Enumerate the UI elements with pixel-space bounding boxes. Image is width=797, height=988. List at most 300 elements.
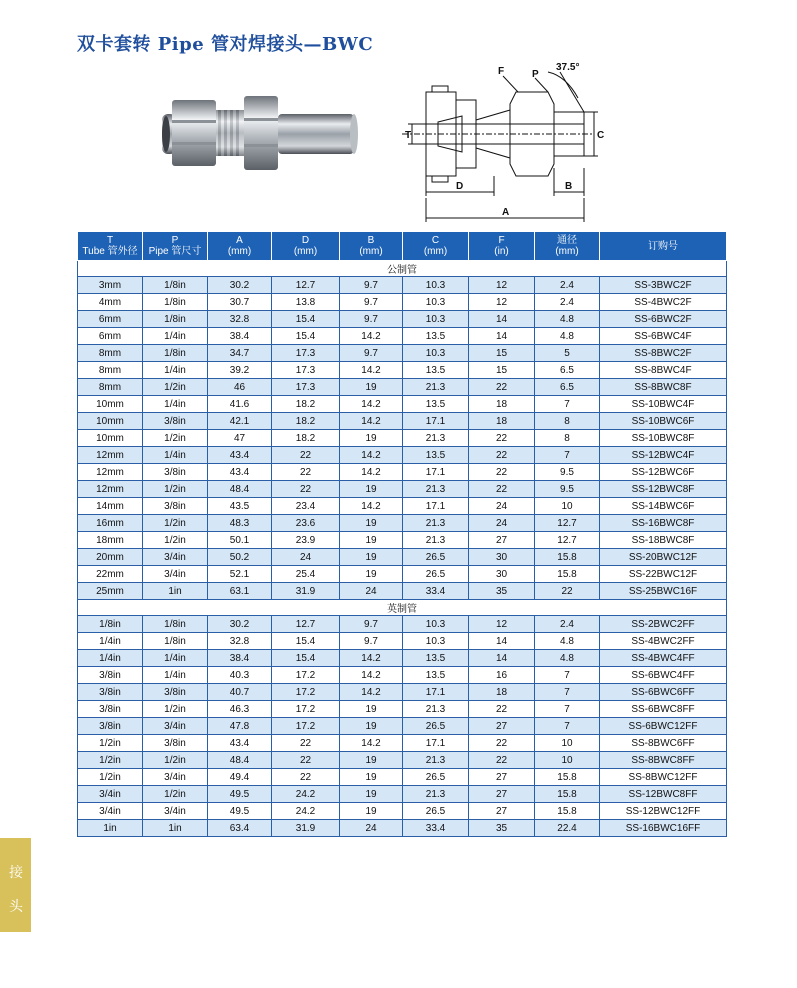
table-cell: SS-4BWC2F <box>600 294 727 311</box>
table-cell: SS-8BWC12FF <box>600 769 727 786</box>
table-cell: 49.4 <box>208 769 272 786</box>
table-cell: 43.4 <box>208 447 272 464</box>
table-cell: 63.4 <box>208 820 272 837</box>
table-row <box>78 396 727 413</box>
table-row <box>78 549 727 566</box>
table-cell: 19 <box>340 803 403 820</box>
table-cell: 1/8in <box>143 277 208 294</box>
table-cell: 22 <box>272 464 340 481</box>
table-cell: 27 <box>469 532 535 549</box>
table-cell: 24 <box>469 498 535 515</box>
table-cell: 19 <box>340 379 403 396</box>
table-cell: 17.3 <box>272 379 340 396</box>
table-cell: 46 <box>208 379 272 396</box>
table-cell: 22mm <box>78 566 143 583</box>
table-row <box>78 277 727 294</box>
table-cell: 12.7 <box>535 515 600 532</box>
table-cell: 3/8in <box>143 413 208 430</box>
table-cell: 15.4 <box>272 328 340 345</box>
table-cell: 9.5 <box>535 464 600 481</box>
table-cell: 19 <box>340 430 403 447</box>
table-cell: 13.5 <box>403 447 469 464</box>
table-cell: 43.4 <box>208 464 272 481</box>
table-cell: 1/4in <box>143 396 208 413</box>
table-cell: 14.2 <box>340 735 403 752</box>
table-cell: 24.2 <box>272 786 340 803</box>
table-row <box>78 769 727 786</box>
table-cell: 22 <box>272 752 340 769</box>
table-cell: 17.2 <box>272 718 340 735</box>
table-cell: 1/8in <box>143 616 208 633</box>
table-cell: 50.2 <box>208 549 272 566</box>
page-title: 双卡套转 Pipe 管对焊接头—BWC <box>77 34 374 55</box>
table-cell: 22 <box>469 430 535 447</box>
column-header: 通径 (mm) <box>535 232 600 261</box>
table-cell: SS-25BWC16F <box>600 583 727 600</box>
table-cell: 14.2 <box>340 498 403 515</box>
table-cell: 5 <box>535 345 600 362</box>
table-cell: 15.4 <box>272 311 340 328</box>
table-row <box>78 820 727 837</box>
table-cell: 26.5 <box>403 718 469 735</box>
table-cell: 19 <box>340 786 403 803</box>
table-cell: 4.8 <box>535 650 600 667</box>
table-cell: 18mm <box>78 532 143 549</box>
table-cell: 17.2 <box>272 684 340 701</box>
table-cell: 22 <box>272 447 340 464</box>
table-cell: 3/4in <box>78 786 143 803</box>
table-cell: 22 <box>469 379 535 396</box>
table-cell: 1/2in <box>143 786 208 803</box>
table-cell: 1/4in <box>78 633 143 650</box>
table-cell: 13.5 <box>403 667 469 684</box>
table-row <box>78 684 727 701</box>
table-cell: 2.4 <box>535 294 600 311</box>
label-T: T <box>405 130 412 141</box>
section-row-metric <box>78 261 727 277</box>
table-cell: 1in <box>78 820 143 837</box>
table-cell: 2.4 <box>535 616 600 633</box>
table-cell: 25mm <box>78 583 143 600</box>
table-cell: 22 <box>469 752 535 769</box>
table-cell: 1/8in <box>143 294 208 311</box>
table-cell: 30.2 <box>208 616 272 633</box>
table-cell: 9.7 <box>340 345 403 362</box>
spec-table <box>77 231 727 837</box>
table-cell: 21.3 <box>403 752 469 769</box>
table-cell: 24.2 <box>272 803 340 820</box>
table-cell: 14 <box>469 328 535 345</box>
table-row <box>78 616 727 633</box>
table-cell: 9.7 <box>340 311 403 328</box>
table-cell: 43.5 <box>208 498 272 515</box>
table-cell: SS-22BWC12F <box>600 566 727 583</box>
table-row <box>78 803 727 820</box>
table-cell: 1/2in <box>143 430 208 447</box>
table-cell: 17.2 <box>272 701 340 718</box>
table-cell: 8 <box>535 413 600 430</box>
table-cell: 18.2 <box>272 413 340 430</box>
table-cell: 4.8 <box>535 633 600 650</box>
table-cell: SS-16BWC16FF <box>600 820 727 837</box>
table-cell: 14 <box>469 633 535 650</box>
table-cell: 20mm <box>78 549 143 566</box>
table-cell: 3/8in <box>78 667 143 684</box>
table-cell: 22 <box>272 735 340 752</box>
table-cell: 18 <box>469 413 535 430</box>
column-header: F (in) <box>469 232 535 261</box>
table-header-row <box>78 232 727 261</box>
side-tab-char-1: 接 <box>9 865 23 881</box>
table-cell: 14.2 <box>340 464 403 481</box>
table-cell: 7 <box>535 684 600 701</box>
table-cell: 6mm <box>78 311 143 328</box>
table-row <box>78 481 727 498</box>
table-cell: SS-12BWC8F <box>600 481 727 498</box>
table-cell: 4.8 <box>535 311 600 328</box>
table-cell: 38.4 <box>208 328 272 345</box>
table-cell: 10mm <box>78 396 143 413</box>
column-header: T Tube 管外径 <box>78 232 143 261</box>
table-cell: 15.8 <box>535 803 600 820</box>
table-cell: 21.3 <box>403 515 469 532</box>
table-cell: 7 <box>535 718 600 735</box>
table-cell: SS-8BWC6FF <box>600 735 727 752</box>
table-cell: 14.2 <box>340 362 403 379</box>
table-cell: 24 <box>469 515 535 532</box>
table-cell: 1/2in <box>143 515 208 532</box>
table-cell: 19 <box>340 701 403 718</box>
table-cell: 22 <box>469 701 535 718</box>
label-P: P <box>532 69 539 80</box>
table-cell: 3/8in <box>78 718 143 735</box>
table-cell: 15.8 <box>535 566 600 583</box>
dimension-drawing <box>398 58 613 226</box>
table-cell: 6.5 <box>535 379 600 396</box>
table-cell: 10 <box>535 498 600 515</box>
table-cell: 21.3 <box>403 379 469 396</box>
table-cell: 15.4 <box>272 650 340 667</box>
table-cell: 1/4in <box>143 447 208 464</box>
table-cell: 4.8 <box>535 328 600 345</box>
table-cell: 46.3 <box>208 701 272 718</box>
table-cell: 47 <box>208 430 272 447</box>
table-cell: 22 <box>469 447 535 464</box>
label-B: B <box>565 181 573 192</box>
table-cell: 34.7 <box>208 345 272 362</box>
table-cell: 1/4in <box>143 650 208 667</box>
table-cell: 30 <box>469 549 535 566</box>
table-cell: 12.7 <box>272 616 340 633</box>
table-row <box>78 701 727 718</box>
table-cell: 15.4 <box>272 633 340 650</box>
table-cell: 12 <box>469 616 535 633</box>
table-cell: 14 <box>469 311 535 328</box>
table-cell: 38.4 <box>208 650 272 667</box>
table-cell: 10mm <box>78 413 143 430</box>
side-tab <box>0 838 31 932</box>
table-cell: 17.2 <box>272 667 340 684</box>
table-cell: 30 <box>469 566 535 583</box>
table-cell: 2.4 <box>535 277 600 294</box>
table-cell: 35 <box>469 583 535 600</box>
table-cell: 35 <box>469 820 535 837</box>
table-cell: 22 <box>469 735 535 752</box>
table-cell: 24 <box>340 820 403 837</box>
table-cell: 3/4in <box>143 718 208 735</box>
table-cell: 18 <box>469 684 535 701</box>
table-cell: 17.1 <box>403 498 469 515</box>
table-cell: 17.1 <box>403 735 469 752</box>
table-row <box>78 583 727 600</box>
table-cell: 49.5 <box>208 803 272 820</box>
table-cell: 3/4in <box>78 803 143 820</box>
table-cell: 13.5 <box>403 396 469 413</box>
table-cell: 52.1 <box>208 566 272 583</box>
table-cell: 10.3 <box>403 345 469 362</box>
table-cell: 1in <box>143 820 208 837</box>
table-body <box>78 261 727 837</box>
table-cell: 21.3 <box>403 430 469 447</box>
table-cell: 1/2in <box>78 752 143 769</box>
table-cell: 19 <box>340 515 403 532</box>
table-cell: SS-8BWC8F <box>600 379 727 396</box>
table-cell: 26.5 <box>403 803 469 820</box>
table-cell: 9.5 <box>535 481 600 498</box>
table-cell: 27 <box>469 718 535 735</box>
table-cell: 22 <box>272 481 340 498</box>
table-cell: 7 <box>535 447 600 464</box>
table-cell: 21.3 <box>403 701 469 718</box>
table-cell: 3/8in <box>143 498 208 515</box>
column-header: B (mm) <box>340 232 403 261</box>
table-cell: 40.7 <box>208 684 272 701</box>
table-cell: 14.2 <box>340 667 403 684</box>
table-cell: SS-12BWC6F <box>600 464 727 481</box>
label-D: D <box>456 181 464 192</box>
table-cell: 10.3 <box>403 311 469 328</box>
table-cell: 14.2 <box>340 413 403 430</box>
table-cell: SS-10BWC6F <box>600 413 727 430</box>
table-cell: 3/4in <box>143 566 208 583</box>
table-cell: 22.4 <box>535 820 600 837</box>
table-cell: 26.5 <box>403 549 469 566</box>
table-cell: 3/8in <box>143 684 208 701</box>
table-cell: 21.3 <box>403 481 469 498</box>
table-cell: 32.8 <box>208 311 272 328</box>
table-row <box>78 294 727 311</box>
table-cell: 19 <box>340 769 403 786</box>
table-cell: 40.3 <box>208 667 272 684</box>
table-cell: 12.7 <box>272 277 340 294</box>
table-cell: 22 <box>469 464 535 481</box>
table-cell: 50.1 <box>208 532 272 549</box>
table-row <box>78 464 727 481</box>
table-cell: SS-6BWC8FF <box>600 701 727 718</box>
table-row <box>78 718 727 735</box>
table-cell: 14.2 <box>340 684 403 701</box>
table-cell: SS-8BWC4F <box>600 362 727 379</box>
table-cell: 14mm <box>78 498 143 515</box>
table-cell: 12 <box>469 294 535 311</box>
table-cell: 48.3 <box>208 515 272 532</box>
table-cell: 49.5 <box>208 786 272 803</box>
table-cell: 1/2in <box>143 532 208 549</box>
table-cell: 3/8in <box>143 735 208 752</box>
table-cell: SS-6BWC4FF <box>600 667 727 684</box>
table-cell: SS-12BWC12FF <box>600 803 727 820</box>
table-cell: 19 <box>340 549 403 566</box>
label-C: C <box>597 130 605 141</box>
table-row <box>78 498 727 515</box>
table-cell: 10.3 <box>403 294 469 311</box>
table-cell: 6.5 <box>535 362 600 379</box>
table-cell: 1/8in <box>143 345 208 362</box>
table-cell: 15.8 <box>535 769 600 786</box>
table-cell: 17.1 <box>403 464 469 481</box>
table-cell: 1/4in <box>143 328 208 345</box>
table-cell: 3/8in <box>78 701 143 718</box>
table-cell: 13.5 <box>403 650 469 667</box>
table-cell: SS-3BWC2F <box>600 277 727 294</box>
table-cell: 23.9 <box>272 532 340 549</box>
table-cell: SS-6BWC4F <box>600 328 727 345</box>
product-photo <box>160 92 360 174</box>
table-cell: 15.8 <box>535 549 600 566</box>
section-label: 英制管 <box>78 600 727 616</box>
table-cell: SS-10BWC4F <box>600 396 727 413</box>
table-cell: 19 <box>340 752 403 769</box>
table-cell: 3/8in <box>143 464 208 481</box>
table-cell: 21.3 <box>403 786 469 803</box>
table-cell: 24 <box>340 583 403 600</box>
table-cell: 26.5 <box>403 769 469 786</box>
table-cell: 8mm <box>78 345 143 362</box>
table-cell: SS-16BWC8F <box>600 515 727 532</box>
table-cell: 22 <box>469 481 535 498</box>
table-cell: 18.2 <box>272 396 340 413</box>
table-cell: SS-8BWC8FF <box>600 752 727 769</box>
table-cell: 13.5 <box>403 362 469 379</box>
table-cell: 14.2 <box>340 328 403 345</box>
table-cell: 48.4 <box>208 752 272 769</box>
column-header: A (mm) <box>208 232 272 261</box>
table-cell: SS-8BWC2F <box>600 345 727 362</box>
table-cell: 9.7 <box>340 616 403 633</box>
table-row <box>78 515 727 532</box>
section-label: 公制管 <box>78 261 727 277</box>
table-cell: 1/8in <box>143 311 208 328</box>
table-cell: 1in <box>143 583 208 600</box>
table-row <box>78 786 727 803</box>
table-cell: 21.3 <box>403 532 469 549</box>
table-cell: 19 <box>340 718 403 735</box>
table-cell: 33.4 <box>403 820 469 837</box>
section-row-imperial <box>78 600 727 616</box>
table-row <box>78 633 727 650</box>
table-cell: 9.7 <box>340 294 403 311</box>
table-cell: 6mm <box>78 328 143 345</box>
table-cell: SS-10BWC8F <box>600 430 727 447</box>
table-row <box>78 311 727 328</box>
table-cell: SS-4BWC2FF <box>600 633 727 650</box>
table-cell: 3/8in <box>78 684 143 701</box>
table-cell: 7 <box>535 701 600 718</box>
table-cell: 10 <box>535 752 600 769</box>
table-cell: 23.6 <box>272 515 340 532</box>
table-cell: 27 <box>469 769 535 786</box>
table-cell: 8mm <box>78 362 143 379</box>
table-cell: 4mm <box>78 294 143 311</box>
table-cell: 13.5 <box>403 328 469 345</box>
table-cell: SS-12BWC4F <box>600 447 727 464</box>
table-cell: 3mm <box>78 277 143 294</box>
table-cell: 19 <box>340 481 403 498</box>
table-cell: 9.7 <box>340 277 403 294</box>
table-cell: 10.3 <box>403 277 469 294</box>
table-row <box>78 667 727 684</box>
table-cell: 26.5 <box>403 566 469 583</box>
column-header: 订购号 <box>600 232 727 261</box>
table-cell: 12.7 <box>535 532 600 549</box>
table-cell: 22 <box>272 769 340 786</box>
table-cell: 16 <box>469 667 535 684</box>
table-cell: 1/4in <box>143 667 208 684</box>
table-cell: 32.8 <box>208 633 272 650</box>
table-cell: 3/4in <box>143 803 208 820</box>
table-cell: SS-6BWC12FF <box>600 718 727 735</box>
table-cell: 14 <box>469 650 535 667</box>
table-cell: 1/2in <box>143 752 208 769</box>
table-cell: 16mm <box>78 515 143 532</box>
table-cell: 41.6 <box>208 396 272 413</box>
label-A: A <box>502 207 510 218</box>
table-cell: 24 <box>272 549 340 566</box>
table-cell: 1/2in <box>143 481 208 498</box>
table-cell: SS-20BWC12F <box>600 549 727 566</box>
table-cell: 1/4in <box>78 650 143 667</box>
table-cell: 30.2 <box>208 277 272 294</box>
table-cell: 23.4 <box>272 498 340 515</box>
table-cell: 17.3 <box>272 362 340 379</box>
table-cell: 10.3 <box>403 633 469 650</box>
table-row <box>78 532 727 549</box>
table-cell: SS-14BWC6F <box>600 498 727 515</box>
column-header: C (mm) <box>403 232 469 261</box>
table-cell: 22 <box>535 583 600 600</box>
table-cell: SS-18BWC8F <box>600 532 727 549</box>
table-row <box>78 430 727 447</box>
table-cell: 15 <box>469 345 535 362</box>
table-cell: 10.3 <box>403 616 469 633</box>
label-angle: 37.5° <box>556 62 580 73</box>
table-cell: 12mm <box>78 481 143 498</box>
table-cell: 1/8in <box>143 633 208 650</box>
table-cell: 43.4 <box>208 735 272 752</box>
column-header: P Pipe 管尺寸 <box>143 232 208 261</box>
table-row <box>78 735 727 752</box>
table-cell: 33.4 <box>403 583 469 600</box>
table-cell: 17.1 <box>403 684 469 701</box>
table-row <box>78 379 727 396</box>
table-cell: 18 <box>469 396 535 413</box>
table-cell: 47.8 <box>208 718 272 735</box>
table-cell: 19 <box>340 532 403 549</box>
table-cell: 12mm <box>78 447 143 464</box>
table-cell: 1/2in <box>143 379 208 396</box>
table-row <box>78 345 727 362</box>
table-cell: 10mm <box>78 430 143 447</box>
